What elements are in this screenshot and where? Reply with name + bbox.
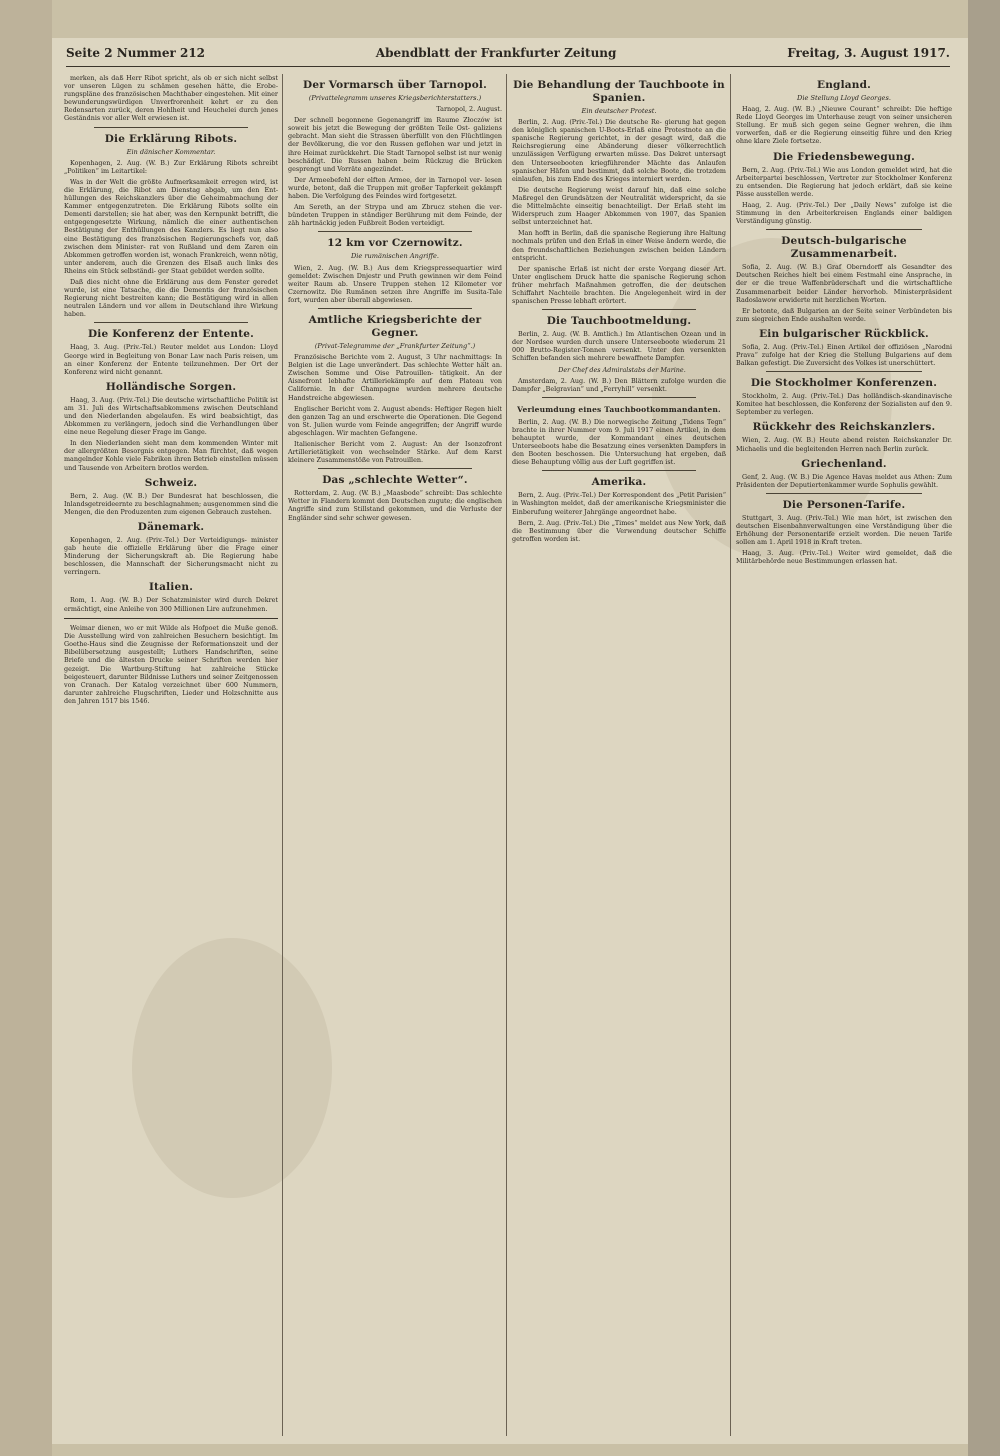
article-title: Amtliche Kriegsberichte der Gegner. xyxy=(308,313,482,339)
feuilleton-text: Weimar dienen, wo er mit Wilde als Hofpoet die Muße genoß. Die Ausstellung wird von zahlreichen Besuchern besichtigt. Im Goethe-Haus sind die Zeugnisse der Reformationszeit und der Bibelübersetzung ausgestellt; Luthers Handschriften, seine Briefe und die ältesten Drucke seiner Schriften werden hier gezeigt. Die Wartburg-Stiftung hat zahlreiche Stücke beigesteuert, darunter Bildnisse Luthers und seiner Zeitgenossen von Cranach. Der Katalog verzeichnet über 600 Nummern, darunter zahlreiche Flugschriften, Lieder und Holzschnitte aus den Jahren 1517 bis 1546. xyxy=(64,624,278,705)
article-text: Sofia, 2. Aug. (W. B.) Graf Oberndorff als Gesandter des Deutschen Reiches hielt bei einem Festmahl eine Ansprache, in der er die treue Waffenbrüderschaft und die wirtschaftliche Zusammenarbeit beider Länder hervorhob. Ministerpräsident Radoslawow erwiderte mit herzlichen Worten. xyxy=(736,263,952,304)
article-subtitle: (Privattelegramm unseres Kriegsberichterstatters.) xyxy=(308,94,482,102)
article-text: Berlin, 2. Aug. (Priv.-Tel.) Die deutsche Re- gierung hat gegen den königlich spanischen U-Boots-Erlaß eine Protestnote an die spanische Regierung gerichtet, in der gesagt wird, daß die Reichsregierung eine Abänderung dieser völkerrechtlich unzulässigen Verfügung erwarten müsse. Das Dekret untersagt den Unterseebooten kriegführender Mächte das Anlaufen spanischer Häfen und bestimmt, daß solche Boote, die trotzdem einlaufen, bis zum Ende des Krieges interniert werden. xyxy=(512,118,726,183)
article-title: Ein bulgarischer Rückblick. xyxy=(759,327,929,340)
divider xyxy=(542,397,696,398)
divider xyxy=(94,127,248,128)
article-text: Berlin, 2. Aug. (W. B. Amtlich.) Im Atlantischen Ozean und in der Nordsee wurden durch unsere Unterseeboote wiederum 21 000 Brutto-Register-Tonnen versenkt. Unter den versenkten Schiffen befanden sich mehrere bewaffnete Dampfer. xyxy=(512,330,726,363)
article-text: Stuttgart, 3. Aug. (Priv.-Tel.) Wie man hört, ist zwischen den deutschen Eisenbahnverwaltungen eine Verständigung über die Erhöhung der Personentarife erzielt worden. Die neuen Tarife sollen am 1. April 1918 in Kraft treten. xyxy=(736,513,952,547)
article-subtitle: Ein dänischer Kommentar. xyxy=(126,147,216,156)
article-text: Er betonte, daß Bulgarien an der Seite seiner Verbündeten bis zum siegreichen Ende aushalten werde. xyxy=(736,306,952,323)
divider xyxy=(542,470,696,471)
issue-date: Freitag, 3. August 1917. xyxy=(787,46,950,60)
column-rule xyxy=(282,74,283,1436)
article-text: Englischer Bericht vom 2. August abends: Heftiger Regen hielt den ganzen Tag an und erschwerte die Operationen. Die Gegend von St. Julien wurde vom Feinde angegriffen; der Angriff wurde abgeschlagen. Wir machten Gefangene. xyxy=(288,404,502,437)
article-title: Die Konferenz der Entente. xyxy=(87,328,255,341)
article-subtitle: Die Stellung Lloyd Georges. xyxy=(797,94,891,102)
article-text: Stockholm, 2. Aug. (Priv.-Tel.) Das holländisch-skandinavische Komitee hat beschlossen, die Konferenz der Sozialisten auf den 9. September zu verlegen. xyxy=(736,392,952,417)
article-text: Haag, 3. Aug. (Priv.-Tel.) Reuter meldet aus London: Lloyd George wird in Begleitung von Bonar Law nach Paris reisen, um an einer Konferenz der Entente teilzunehmen. Der Ort der Konferenz wird nicht genannt. xyxy=(64,343,278,376)
article-text: merken, als daß Herr Ribot spricht, als ob er sich nicht selbst vor unseren Lügen zu schämen gesehen hätte, die Erobe- rungspläne des französischen Machthaber eingestehen. Mit einer bewunderungswürdigen Unverfrorenheit kehrt er zu den Redensarten zurück, deren Hohlheit und Heuchelei durch jenes Geständnis vor aller Welt erwiesen ist. xyxy=(64,74,278,123)
article-text: Bern, 2. Aug. (W. B.) Der Bundesrat hat beschlossen, die Inlandsgetreideernte zu beschlagnahmen; ausgenommen sind die Mengen, die den Produzenten zum eigenen Gebrauch zustehen. xyxy=(64,491,278,516)
divider xyxy=(318,468,472,469)
column-1 xyxy=(64,74,278,1436)
article-title: Verleumdung eines Tauchbootkommandanten. xyxy=(517,404,721,414)
article-title: Das „schlechte Wetter“. xyxy=(322,474,468,487)
article-text: Wien, 2. Aug. (W. B.) Aus dem Kriegspressequartier wird gemeldet: Zwischen Dnjestr und Pruth gewinnen wir dem Feind weiter Raum ab. Unsere Truppen stehen 12 Kilometer vor Czernowitz. Die Rumänen setzen ihre Angriffe im Susita-Tale fort, wurden aber überall abgewiesen. xyxy=(288,263,502,304)
page-number: Seite 2 Nummer 212 xyxy=(66,46,206,60)
page-edge xyxy=(968,0,1000,1456)
signature: Der Chef des Admiralstabs der Marine. xyxy=(558,365,686,374)
article-text: Bern, 2. Aug. (Priv.-Tel.) Die „Times“ meldet aus New York, daß die Bestimmung über die Verwendung deutscher Schiffe getroffen worden ist. xyxy=(512,518,726,543)
article-text: Haag, 2. Aug. (Priv.-Tel.) Der „Daily News“ zufolge ist die Stimmung in den Arbeiterkreisen Englands einer baldigen Verständigung günstig. xyxy=(736,200,952,226)
dateline: Tarnopol, 2. August. xyxy=(436,105,502,114)
article-text: In den Niederlanden sieht man dem kommenden Winter mit der allergrößten Besorgnis entgegen. Man fürchtet, daß wegen mangelnder Kohle viele Fabriken ihren Betrieb einstellen müssen und Tausende von Arbeitern brotlos werden. xyxy=(64,439,278,472)
article-text: Haag, 2. Aug. (W. B.) „Nieuwe Courant“ schreibt: Die heftige Rede Lloyd Georges im Unterhause zeugt von seiner unsicheren Stellung. Er muß sich gegen seine Gegner wehren, die ihm vorwerfen, daß er die Regierung einseitig führe und den Krieg ohne klare Ziele fortsetze. xyxy=(736,105,952,146)
article-title: Die Personen-Tarife. xyxy=(782,498,906,511)
article-text: Am Sereth, an der Strypa und am Zbrucz stehen die ver- bündeten Truppen in ständiger Berührung mit dem Feinde, der zäh hartnäckig jeden Fußbreit Boden verteidigt. xyxy=(288,203,502,228)
divider xyxy=(766,371,922,372)
divider xyxy=(94,322,248,323)
article-text: Der spanische Erlaß ist nicht der erste Vorgang dieser Art. Unter englischem Druck hatte die spanische Regierung schon früher mehrfach Maßnahmen getroffen, die der deutschen Schiffahrt Nachteile brachten. Die Angelegenheit wird in der spanischen Presse lebhaft erörtert. xyxy=(512,264,726,306)
page-header xyxy=(66,46,950,67)
feuilleton-rule xyxy=(64,618,278,620)
masthead: Abendblatt der Frankfurter Zeitung xyxy=(375,46,617,60)
article-text: Haag, 3. Aug. (Priv.-Tel.) Weiter wird gemeldet, daß die Militärbehörde neue Bestimmungen erlassen hat. xyxy=(736,549,952,566)
article-title: England. xyxy=(816,79,871,91)
article-subtitle: Die rumänischen Angriffe. xyxy=(350,252,440,261)
article-title: Italien. xyxy=(148,581,194,594)
article-text: Amsterdam, 2. Aug. (W. B.) Den Blättern zufolge wurden die Dampfer „Belgravian“ und „Ferryhill“ versenkt. xyxy=(512,376,726,393)
article-text: Sofia, 2. Aug. (Priv.-Tel.) Einen Artikel der offiziösen „Narodni Prava“ zufolge hat der Krieg die Stellung Bulgariens auf dem Balkan gefestigt. Die Zuversicht des Volkes ist unerschüttert. xyxy=(736,342,952,368)
article-text: Rotterdam, 2. Aug. (W. B.) „Maasbode“ schreibt: Das schlechte Wetter in Flandern kommt den Deutschen zugute; die englischen Angriffe sind zum Stillstand gekommen, und die Verluste der Engländer sind sehr schwer gewesen. xyxy=(288,489,502,522)
article-text: Kopenhagen, 2. Aug. (Priv.-Tel.) Der Verteidigungs- minister gab heute die offizielle Erklärung über die Frage einer Minderung der Sicherungskraft ab. Die Regierung habe beschlossen, die Mannschaft der Sicherungsmacht nicht zu verringern. xyxy=(64,535,278,577)
article-title: Dänemark. xyxy=(137,520,205,533)
article-title: Griechenland. xyxy=(801,457,887,470)
article-subtitle: Ein deutscher Protest. xyxy=(581,107,657,115)
article-title: 12 km vor Czernowitz. xyxy=(327,237,463,250)
article-text: Italienischer Bericht vom 2. August: An der Isonzofront Artillerietätigkeit von wechselnder Stärke. Auf dem Karst kleinere Zusammenstöße von Patrouillen. xyxy=(288,440,502,465)
article-title: Die Friedensbewegung. xyxy=(772,150,916,163)
divider xyxy=(318,308,472,309)
newspaper-page xyxy=(52,38,968,1444)
article-text: Die deutsche Regierung weist darauf hin, daß eine solche Maßregel den Grundsätzen der Neutralität widerspricht, da sie die Mittelmächte einseitig benachteiligt. Der Erlaß steht im Widerspruch zum Haager Abkommen von 1907, das Spanien selbst unterzeichnet hat. xyxy=(512,185,726,227)
divider xyxy=(318,231,472,232)
article-text: Bern, 2. Aug. (Priv.-Tel.) Wie aus London gemeldet wird, hat die Arbeiterpartei beschlossen, Vertreter zur Stockholmer Konferenz zu entsenden. Die Regierung hat jedoch erklärt, daß sie keine Pässe ausstellen werde. xyxy=(736,165,952,198)
article-subtitle: (Privat-Telegramme der „Frankfurter Zeitung“.) xyxy=(314,341,476,350)
article-text: Rom, 1. Aug. (W. B.) Der Schatzminister wird durch Dekret ermächtigt, eine Anleihe von 300 Millionen Lire aufzunehmen. xyxy=(64,596,278,613)
divider xyxy=(766,229,922,230)
article-text: Man hofft in Berlin, daß die spanische Regierung ihre Haltung nochmals prüfen und den Erlaß in einer Weise ändern werde, die den freundschaftlichen Beziehungen zwischen beiden Ländern entspricht. xyxy=(512,229,726,262)
article-title: Schweiz. xyxy=(144,476,198,489)
article-text: Haag, 3. Aug. (Priv.-Tel.) Die deutsche wirtschaftliche Politik ist am 31. Juli des Wirtschaftsabkommens zwischen Deutschland und den Niederlanden abgelaufen. Es wird beabsichtigt, das Abkommen zu verlängern, jedoch sind die Verhandlungen über eine neue Regelung dieser Frage im Gange. xyxy=(64,395,278,437)
article-text: Französische Berichte vom 2. August, 3 Uhr nachmittags: In Belgien ist die Lage unverändert. Das schlechte Wetter hält an. Zwischen Somme und Oise Patrouillen- tätigkeit. An der Aisnefront lebhafte Artilleriekämpfe auf dem Plateau von Californie. In der Champagne wurden mehrere deutsche Handstreiche abgewiesen. xyxy=(288,353,502,402)
article-text: Daß dies nicht ohne die Erklärung aus dem Fenster geredet wurde, ist eine Tatsache, die die Dementis der französischen Regierung nicht bestreiten kann; die Bestätigung wird in allen neutralen Ländern und vor allem in Deutschland ihre Wirkung haben. xyxy=(64,277,278,319)
article-text: Bern, 2. Aug. (Priv.-Tel.) Der Korrespondent des „Petit Parisien“ in Washington meldet, daß der amerikanische Kriegsminister die Einberufung weiterer Jahrgänge angeordnet habe. xyxy=(512,491,726,516)
article-title: Rückkehr des Reichskanzlers. xyxy=(752,421,936,434)
column-rule xyxy=(730,74,731,1436)
article-title: Die Behandlung der Tauchboote in Spanien. xyxy=(513,79,725,104)
divider xyxy=(542,309,696,310)
article-title: Deutsch-bulgarische Zusammenarbeit. xyxy=(781,235,907,261)
article-text: Der Armeebefehl der elften Armee, der in Tarnopol ver- lesen wurde, betont, daß die Truppen mit großer Tapferkeit gekämpft haben. Die Verfolgung des Feindes wird fortgesetzt. xyxy=(288,175,502,201)
article-title: Die Tauchbootmeldung. xyxy=(546,315,692,328)
column-3 xyxy=(512,74,726,1436)
article-title: Holländische Sorgen. xyxy=(105,380,237,393)
divider xyxy=(766,493,922,494)
article-text: Genf, 2. Aug. (W. B.) Die Agence Havas meldet aus Athen: Zum Präsidenten der Deputiertenkammer wurde Sophulis gewählt. xyxy=(736,472,952,489)
column-4 xyxy=(736,74,952,1436)
column-2 xyxy=(288,74,502,1436)
article-text: Kopenhagen, 2. Aug. (W. B.) Zur Erklärung Ribots schreibt „Politiken“ im Leitartikel: xyxy=(64,158,278,175)
article-title: Amerika. xyxy=(591,476,647,489)
article-title: Die Erklärung Ribots. xyxy=(104,132,238,145)
article-text: Berlin, 2. Aug. (W. B.) Die norwegische Zeitung „Tidens Tegn“ brachte in ihrer Nummer vom 9. Juli 1917 einen Artikel, in dem behauptet wurde, der Kommandant eines deutschen Unterseeboots habe die Besatzung eines versenkten Dampfers in den Booten beschossen. Die Untersuchung hat ergeben, daß diese Behauptung völlig aus der Luft gegriffen ist. xyxy=(512,417,726,467)
binding-spine xyxy=(0,0,52,1456)
article-text: Was in der Welt die größte Aufmerksamkeit erregen wird, ist die Erklärung, die Ribot am Dienstag abgab, um den Ent- hüllungen des Reichskanzlers über die Geheimabmachung der Kammer entgegenzutreten. Die Erklärung Ribots sollte ein Dementi darstellen; sie hat aber, was den Kernpunkt betrifft, die entgegengesetzte Wirkung, nämlich die einer authentischen Bestätigung der Enthüllungen des Kanzlers. Es liegt nun also eine Bestätigung des französischen Regierungschefs vor, daß zwischen dem Minister- rat von Rußland und dem Zaren ein Abkommen getroffen worden ist, wonach Frankreich, wenn nötig, unter anderem, auch die Grenzen des Elsaß auch links des Rheins ein Stück selbständi- ger Staat gebildet werden sollte. xyxy=(64,177,278,275)
article-text: Wien, 2. Aug. (W. B.) Heute abend reisten Reichskanzler Dr. Michaelis und die begleitenden Herren nach Berlin zurück. xyxy=(736,436,952,453)
article-title: Die Stockholmer Konferenzen. xyxy=(750,377,938,390)
article-title: Der Vormarsch über Tarnopol. xyxy=(303,79,487,91)
column-rule xyxy=(506,74,507,1436)
article-text: Der schnell begonnene Gegenangriff im Raume Złoczów ist soweit bis jetzt die Bewegung der größten Teile Ost- galiziens gebracht. Man sieht die Strassen überfüllt von den Flüchtlingen der Bevölkerung, die vor den Russen geflohen war und jetzt in ihre Heimat zurückkehrt. Die Stadt Tarnopol selbst ist nur wenig beschädigt. Die Russen haben beim Rückzug die Brücken gesprengt und Vorräte angezündet. xyxy=(288,116,502,173)
